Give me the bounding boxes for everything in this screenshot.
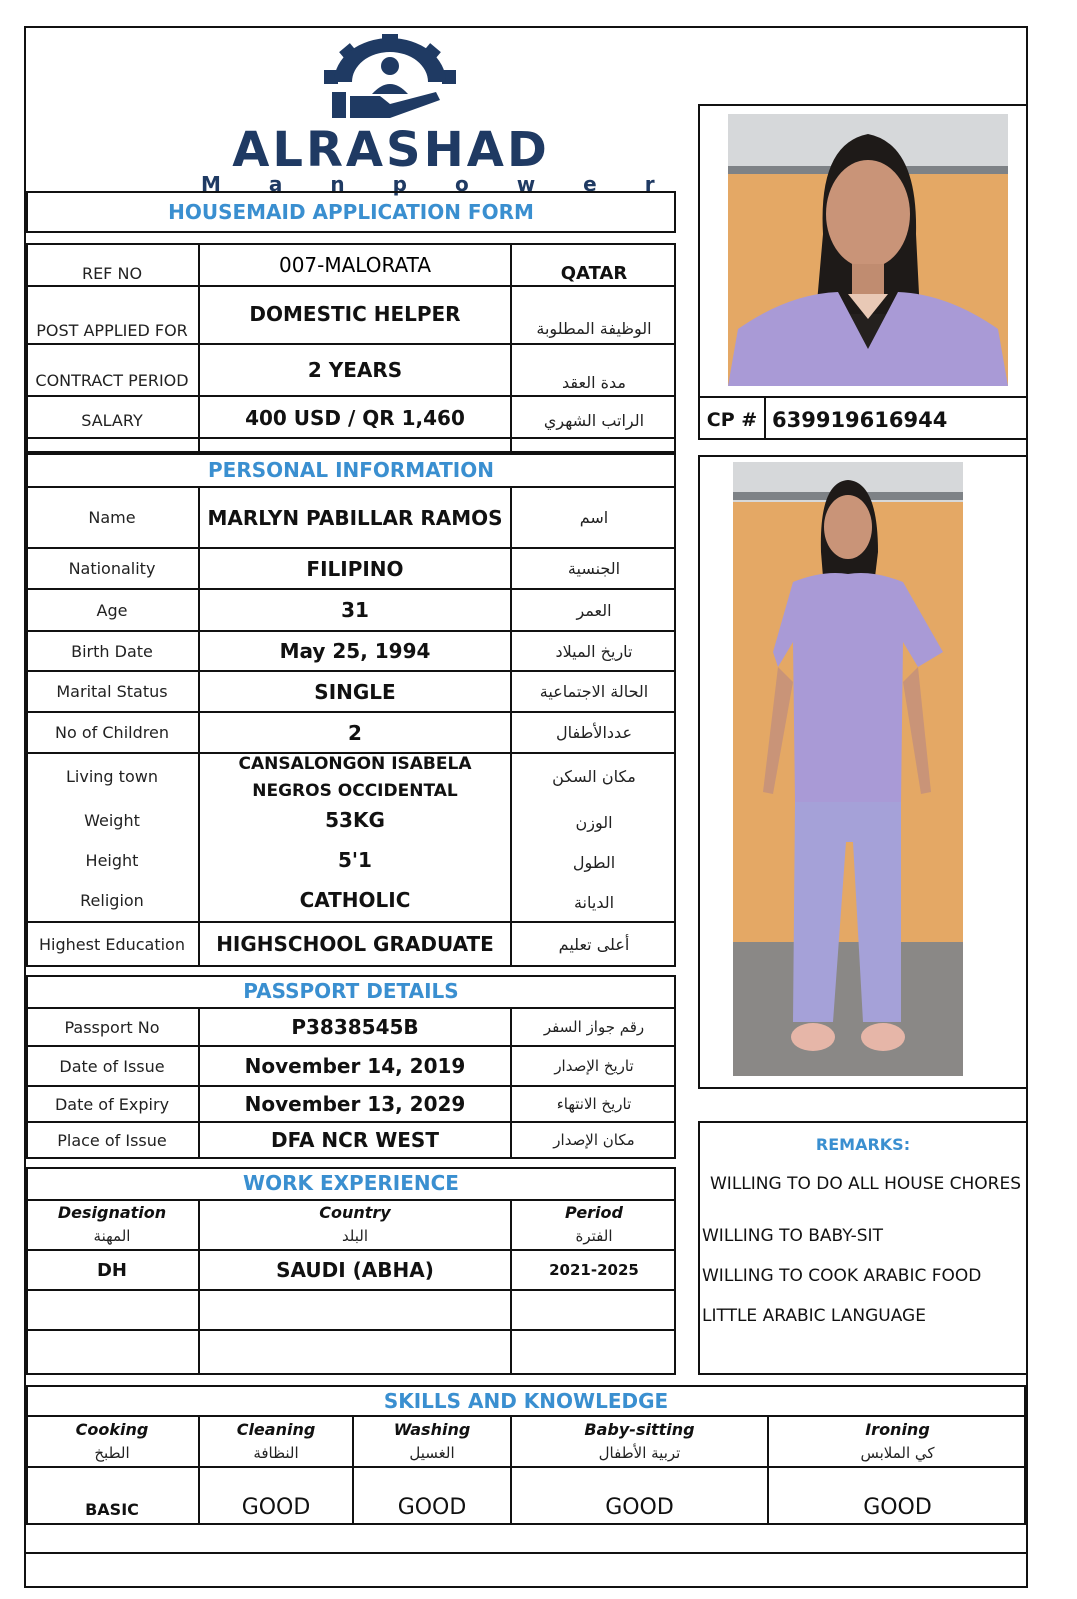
contract-period-label: CONTRACT PERIOD <box>35 370 189 390</box>
marital-status-ar: الحالة الاجتماعية <box>539 682 649 701</box>
brand-name: ALRASHAD <box>232 122 550 178</box>
birth-date-label: Birth Date <box>71 641 153 661</box>
skill-cooking-label: Cooking <box>75 1419 149 1439</box>
age-value: 31 <box>341 598 369 622</box>
work-period: 2021-2025 <box>549 1261 639 1279</box>
skill-babysitting-ar: تربية الأطفال <box>598 1444 681 1462</box>
skill-ironing-label: Ironing <box>865 1419 930 1439</box>
issue-date-value: November 14, 2019 <box>244 1054 466 1078</box>
remarks-title: REMARKS: <box>815 1134 911 1154</box>
nationality-label: Nationality <box>68 559 156 578</box>
children-value: 2 <box>348 720 362 745</box>
skill-babysitting-label: Baby-sitting <box>584 1419 695 1439</box>
period-header-ar: الفترة <box>575 1227 613 1245</box>
education-label: Highest Education <box>39 934 185 954</box>
weight-label: Weight <box>84 810 140 830</box>
remark-item: LITTLE ARABIC LANGUAGE <box>702 1306 926 1326</box>
height-ar: الطول <box>572 852 616 872</box>
expiry-date-label: Date of Expiry <box>54 1094 170 1114</box>
nationality-ar: الجنسية <box>567 559 621 578</box>
education-ar: أعلى تعليم <box>558 934 630 954</box>
religion-label: Religion <box>80 890 144 910</box>
full-body-photo <box>733 462 963 1076</box>
children-label: No of Children <box>55 723 169 742</box>
passport-no-value: P3838545B <box>291 1015 419 1039</box>
remarks-box <box>698 1121 1028 1375</box>
passport-no-ar: رقم جواز السفر <box>543 1018 645 1036</box>
skill-cleaning-level: GOOD <box>241 1494 311 1520</box>
passport-no-label: Passport No <box>64 1017 160 1037</box>
post-applied-label: POST APPLIED FOR <box>36 320 188 340</box>
cp-value: 639919616944 <box>772 408 948 432</box>
ref-no-label: REF NO <box>81 263 143 283</box>
height-value: 5'1 <box>338 848 372 872</box>
skill-ironing-level: GOOD <box>863 1494 932 1520</box>
company-logo <box>195 32 703 196</box>
issue-place-label: Place of Issue <box>57 1130 167 1150</box>
skill-cleaning-ar: النظافة <box>253 1444 299 1462</box>
skill-ironing-ar: كي الملابس <box>860 1444 935 1462</box>
living-town-label: Living town <box>66 766 158 786</box>
skill-cleaning-label: Cleaning <box>236 1419 316 1439</box>
salary-value: 400 USD / QR 1,460 <box>245 406 465 430</box>
post-applied-ar: الوظيفة المطلوبة <box>536 318 652 338</box>
issue-place-ar: مكان الإصدار <box>553 1131 635 1149</box>
issue-date-ar: تاريخ الإصدار <box>554 1057 634 1075</box>
headshot-photo <box>728 114 1008 386</box>
contract-period-ar: مدة العقد <box>562 372 626 392</box>
country-header-ar: البلد <box>341 1227 369 1245</box>
designation-header-ar: المهنة <box>93 1227 131 1245</box>
form-title: HOUSEMAID APPLICATION FORM <box>168 200 534 224</box>
issue-place-value: DFA NCR WEST <box>271 1128 439 1152</box>
expiry-date-ar: تاريخ الانتهاء <box>556 1095 632 1113</box>
skills-title: SKILLS AND KNOWLEDGE <box>383 1389 669 1413</box>
birth-date-value: May 25, 1994 <box>279 639 431 663</box>
weight-value: 53KG <box>325 808 385 832</box>
work-designation: DH <box>96 1259 127 1281</box>
ref-no-value: 007-MALORATA <box>278 253 432 277</box>
gear-person-icon <box>320 32 460 122</box>
name-label: Name <box>88 508 136 527</box>
weight-ar: الوزن <box>575 812 613 832</box>
contract-period-value: 2 YEARS <box>307 358 403 382</box>
remark-item: WILLING TO DO ALL HOUSE CHORES <box>710 1174 1022 1194</box>
skill-washing-ar: الغسيل <box>409 1444 455 1462</box>
age-label: Age <box>96 600 128 620</box>
religion-ar: الديانة <box>573 892 615 912</box>
remark-item: WILLING TO COOK ARABIC FOOD <box>702 1266 982 1286</box>
designation-header: Designation <box>57 1202 167 1222</box>
salary-ar: الراتب الشهري <box>543 410 645 430</box>
name-value: MARLYN PABILLAR RAMOS <box>207 505 503 530</box>
marital-status-label: Marital Status <box>56 682 168 701</box>
personal-title: PERSONAL INFORMATION <box>208 458 494 482</box>
children-ar: عددالأطفال <box>556 723 632 742</box>
birth-date-ar: تاريخ الميلاد <box>555 641 633 661</box>
country-header: Country <box>319 1202 391 1222</box>
brand-tagline: Manpower <box>201 172 703 196</box>
religion-value: CATHOLIC <box>299 888 411 912</box>
salary-label: SALARY <box>81 410 143 430</box>
work-title: WORK EXPERIENCE <box>243 1171 459 1195</box>
issue-date-label: Date of Issue <box>59 1056 165 1076</box>
remark-item: WILLING TO BABY-SIT <box>702 1226 883 1246</box>
nationality-value: FILIPINO <box>306 556 404 581</box>
post-applied-value: DOMESTIC HELPER <box>249 302 461 326</box>
living-town-value: CANSALONGON ISABELA NEGROS OCCIDENTAL <box>238 754 472 801</box>
period-header: Period <box>565 1202 623 1222</box>
expiry-date-value: November 13, 2029 <box>244 1092 466 1116</box>
country-value: QATAR <box>560 262 628 284</box>
skill-cooking-level: BASIC <box>85 1499 139 1519</box>
age-ar: العمر <box>576 600 612 620</box>
skill-washing-level: GOOD <box>397 1494 467 1520</box>
height-label: Height <box>85 850 139 870</box>
skill-cooking-ar: الطبخ <box>94 1444 130 1462</box>
marital-status-value: SINGLE <box>314 679 396 704</box>
skill-babysitting-level: GOOD <box>605 1494 674 1520</box>
work-country: SAUDI (ABHA) <box>276 1258 434 1282</box>
education-value: HIGHSCHOOL GRADUATE <box>216 932 494 956</box>
skill-washing-label: Washing <box>393 1419 471 1439</box>
cp-label: CP # <box>706 409 758 431</box>
living-town-ar: مكان السكن <box>552 766 636 786</box>
name-ar: اسم <box>579 508 609 527</box>
passport-title: PASSPORT DETAILS <box>243 979 459 1003</box>
